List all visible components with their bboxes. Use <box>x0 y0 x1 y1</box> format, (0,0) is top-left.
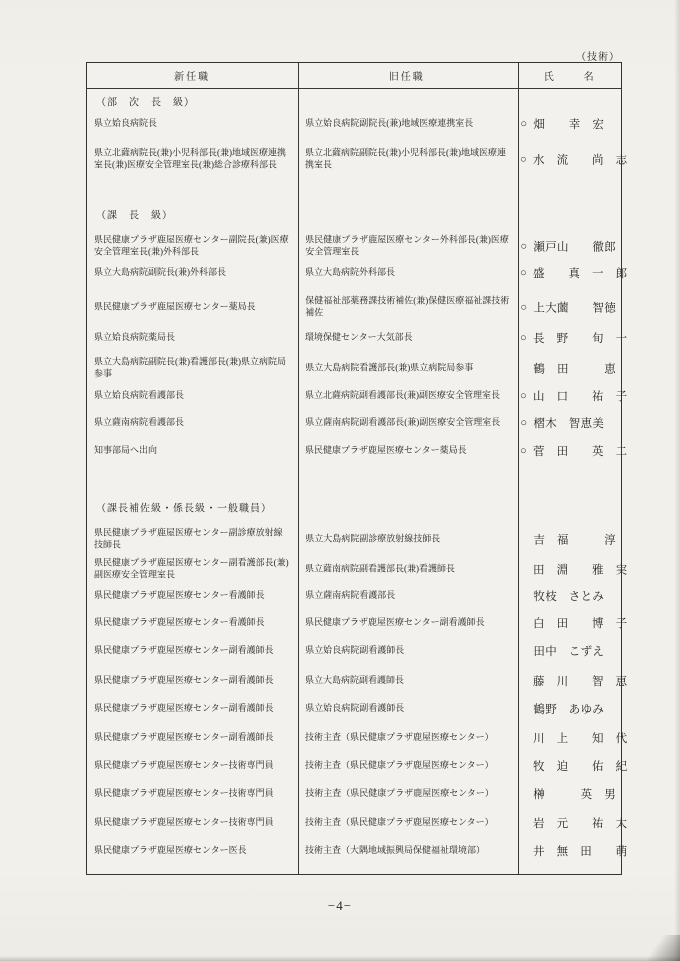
name-cell <box>516 238 621 254</box>
person-name: 田 淵 雅 実 <box>533 564 628 576</box>
name-cell <box>516 265 628 281</box>
old-position: 技術主査（県民健康プラザ鹿屋医療センター） <box>305 732 494 743</box>
new-position: 知事部局へ出向 <box>94 445 158 456</box>
table-row <box>87 116 621 132</box>
page-number: −4− <box>327 898 353 913</box>
old-position: 県立大島病院看護部長(兼)県立病院局参事 <box>305 362 474 373</box>
new-position: 県立北薩病院長(兼)小児科部長(兼)地域医療連携室長(兼)医療安全管理室長(兼)総合診療科部長 <box>94 147 286 169</box>
new-position: 県民健康プラザ鹿屋医療センター技術専門員 <box>94 817 274 828</box>
old-position: 県立姶良病院副看護師長 <box>305 645 405 656</box>
new-position: 県民健康プラザ鹿屋医療センター副診療放射線技師長 <box>94 527 283 549</box>
old-position: 環境保健センター大気部長 <box>305 332 413 343</box>
old-position: 県民健康プラザ鹿屋医療センター薬局長 <box>305 445 467 456</box>
new-position: 県民健康プラザ鹿屋医療センター医長 <box>94 845 247 856</box>
column-divider <box>518 63 519 874</box>
old-position: 県立薩南病院副看護部長(兼)看護師長 <box>305 563 456 574</box>
old-position: 県立薩南病院看護部長 <box>305 590 396 601</box>
new-position: 県民健康プラザ鹿屋医療センター副看護師長 <box>94 732 274 743</box>
name-cell <box>516 701 621 717</box>
section-heading-row <box>87 207 621 222</box>
new-position: 県立薩南病院看護部長 <box>94 417 185 428</box>
table-row <box>87 701 621 717</box>
table-row <box>87 528 621 551</box>
old-position: 県立北薩病院副院長(兼)小児科部長(兼)地域医療連携室長 <box>305 147 507 169</box>
scan-corner-shadow <box>634 935 680 961</box>
transfer-mark: ○ <box>520 390 527 402</box>
table-row <box>87 815 628 831</box>
person-name: 長 野 旬 一 <box>533 333 628 345</box>
person-name: 川 上 知 代 <box>533 733 628 745</box>
name-cell <box>516 758 628 774</box>
new-position: 県民健康プラザ鹿屋医療センター副看護師長 <box>94 645 274 656</box>
new-position: 県立姶良病院薬局長 <box>94 332 176 343</box>
person-name: 鶴野 あゆみ <box>533 704 605 716</box>
old-position: 県立大島病院外科部長 <box>305 267 396 278</box>
person-name: 菅 田 英 二 <box>533 446 628 458</box>
person-name: 吉 福 淳 <box>533 534 617 546</box>
table-row <box>87 235 621 258</box>
name-cell <box>516 786 621 802</box>
new-position: 県民健康プラザ鹿屋医療センター副院長(兼)医療安全管理室長(兼)外科部長 <box>94 234 289 256</box>
name-cell <box>516 815 628 831</box>
table-row <box>87 758 628 774</box>
table-row <box>87 673 628 689</box>
new-position: 県民健康プラザ鹿屋医療センター看護師長 <box>94 590 265 601</box>
old-position: 県立大島病院副診療放射線技師長 <box>305 533 441 544</box>
table-header <box>87 63 621 89</box>
name-cell <box>516 116 621 132</box>
person-name: 榊 英 男 <box>533 789 617 801</box>
new-position: 県民健康プラザ鹿屋医療センター技術専門員 <box>94 760 274 771</box>
person-name: 牧 迫 佑 紀 <box>533 761 628 773</box>
new-position: 県立大島病院副院長(兼)外科部長 <box>94 267 226 278</box>
table-row <box>87 357 621 380</box>
table-row <box>87 388 628 404</box>
table-row <box>87 643 621 659</box>
table-row <box>87 147 628 171</box>
table-row <box>87 265 628 281</box>
name-cell <box>516 643 621 659</box>
header-name: 氏 名 <box>543 72 594 83</box>
new-position: 県民健康プラザ鹿屋医療センター副看護師長 <box>94 675 274 686</box>
old-position: 技術主査（県民健康プラザ鹿屋医療センター） <box>305 788 494 799</box>
old-position: 県民健康プラザ鹿屋医療センター外科部長(兼)医療安全管理室長 <box>305 234 509 256</box>
name-cell <box>516 561 628 577</box>
table-row <box>87 415 621 431</box>
person-name: 畑 幸 宏 <box>533 119 605 131</box>
table-row <box>87 443 628 459</box>
old-position: 技術主査（県民健康プラザ鹿屋医療センター） <box>305 817 494 828</box>
section-heading-row <box>87 500 621 515</box>
header-old-position: 旧任職 <box>388 72 425 83</box>
new-position: 県民健康プラザ鹿屋医療センター看護師長 <box>94 617 265 628</box>
transfer-mark: ○ <box>520 332 527 344</box>
transfer-mark: ○ <box>520 445 527 457</box>
name-cell <box>516 588 621 604</box>
corner-note: （技術） <box>576 52 620 63</box>
person-name: 瀬戸山 徹郎 <box>533 241 617 253</box>
name-cell <box>516 151 628 167</box>
name-cell <box>516 388 628 404</box>
name-cell <box>516 443 628 459</box>
transfer-mark: ○ <box>520 267 527 279</box>
table-row <box>87 786 621 802</box>
transfer-mark: ○ <box>520 240 528 252</box>
person-name: 盛 真 一 郎 <box>533 268 628 280</box>
section-heading: （課長補佐級・係長級・一般職員） <box>96 503 272 515</box>
old-position: 保健福祉部薬務課技術補佐(兼)保健医療福祉課技術補佐 <box>305 295 510 317</box>
table-row <box>87 843 628 859</box>
name-cell <box>516 360 621 376</box>
old-position: 県立姶良病院副院長(兼)地域医療連携室長 <box>305 118 474 129</box>
section-heading-row <box>87 94 621 109</box>
person-name: 水 流 尚 志 <box>533 154 628 166</box>
table-row <box>87 296 621 319</box>
name-cell <box>516 531 621 547</box>
person-name: 上大薗 智徳 <box>533 302 617 314</box>
transfer-mark: ○ <box>520 153 527 165</box>
table-row <box>87 588 621 604</box>
old-position: 県立北薩病院副看護部長(兼)副医療安全管理室長 <box>305 390 501 401</box>
person-name: 鶴 田 恵 <box>533 363 617 375</box>
new-position: 県立姶良病院長 <box>94 118 158 129</box>
column-divider <box>298 63 299 874</box>
section-heading: （課 長 級） <box>96 210 173 222</box>
person-name: 岩 元 祐 太 <box>533 818 628 830</box>
new-position: 県立姶良病院看護部長 <box>94 390 185 401</box>
old-position: 県民健康プラザ鹿屋医療センター副看護師長 <box>305 617 485 628</box>
person-name: 槢木 智恵美 <box>533 418 605 430</box>
table-row <box>87 330 628 346</box>
section-heading: （部 次 長 級） <box>96 97 195 109</box>
transfer-mark: ○ <box>520 118 528 130</box>
person-name: 藤 川 智 恵 <box>533 676 628 688</box>
transfer-mark: ○ <box>520 301 528 313</box>
header-new-position: 新任職 <box>174 72 211 83</box>
new-position: 県民健康プラザ鹿屋医療センター副看護部長(兼)副医療安全管理室長 <box>94 557 289 579</box>
personnel-table <box>86 62 628 875</box>
transfer-mark: ○ <box>520 417 528 429</box>
name-cell <box>516 730 628 746</box>
new-position: 県民健康プラザ鹿屋医療センター副看護師長 <box>94 703 274 714</box>
person-name: 田中 こずえ <box>533 646 605 658</box>
new-position: 県立大島病院副院長(兼)看護部長(兼)県立病院局参事 <box>94 356 286 378</box>
name-cell <box>516 330 628 346</box>
old-position: 県立大島病院副看護師長 <box>305 675 405 686</box>
name-cell <box>516 843 628 859</box>
person-name: 牧枝 さとみ <box>533 591 605 603</box>
person-name: 白 田 博 子 <box>533 618 628 630</box>
name-cell <box>516 415 621 431</box>
table-row <box>87 615 628 631</box>
old-position: 技術主査（大隅地域振興局保健福祉環境部） <box>305 845 486 856</box>
name-cell <box>516 299 621 315</box>
new-position: 県民健康プラザ鹿屋医療センター薬局長 <box>94 301 256 312</box>
scan-edge-shadow <box>0 956 680 961</box>
table-row <box>87 557 628 581</box>
old-position: 県立姶良病院副看護師長 <box>305 703 405 714</box>
name-cell <box>516 673 628 689</box>
old-position: 県立薩南病院副看護部長(兼)副医療安全管理室長 <box>305 417 501 428</box>
name-cell <box>516 615 628 631</box>
scan-edge-shadow <box>674 0 680 961</box>
person-name: 山 口 祐 子 <box>533 391 628 403</box>
person-name: 井 無 田 萌 <box>533 846 628 858</box>
old-position: 技術主査（県民健康プラザ鹿屋医療センター） <box>305 760 494 771</box>
new-position: 県民健康プラザ鹿屋医療センター技術専門員 <box>94 788 274 799</box>
table-row <box>87 730 628 746</box>
